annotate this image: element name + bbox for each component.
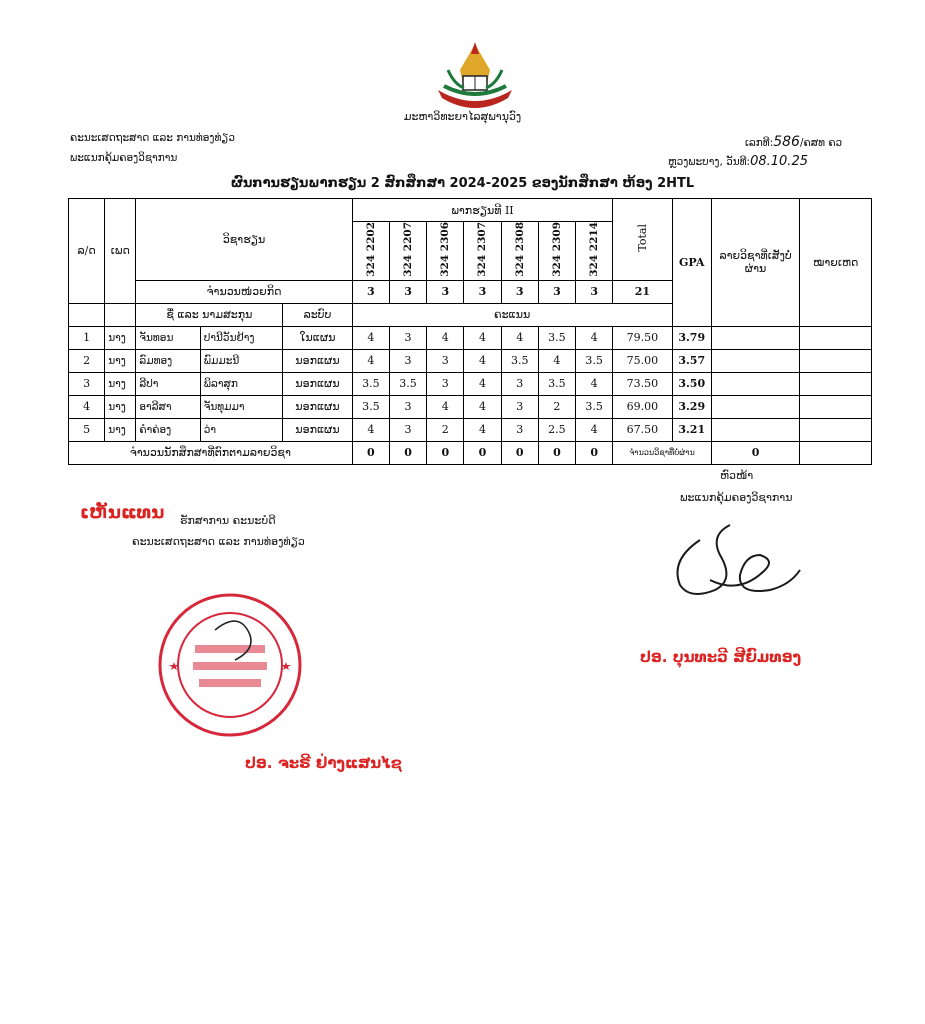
score: 4 xyxy=(427,395,464,418)
place-date-label: ຫຼວງພະບາງ, ວັນທີ: xyxy=(668,156,751,168)
course-code-cell xyxy=(464,222,501,281)
page-title: ຜົນການຮຽນພາກຮຽນ 2 ສົກສຶກສາ 2024-2025 ຂອງນັກສຶກສາ ຫ້ອງ 2HTL xyxy=(230,176,695,191)
score: 4 xyxy=(464,326,501,349)
summary-label: ຈຳນວນນັກສຶກສາທີ່ຕົກຕາມລາຍວິຊາ xyxy=(69,441,353,464)
score: 4 xyxy=(352,349,389,372)
dean-name: ປອ. ຈະຣີ ຢ່າງແສນໄຊ xyxy=(245,754,402,772)
course-code: 324 2309 xyxy=(550,222,563,277)
credits-label: ຈໍານວນໜ່ວຍກິດ xyxy=(136,280,352,303)
course-code: 324 2306 xyxy=(439,222,452,277)
row-no: 1 xyxy=(69,326,105,349)
summary-value: 0 xyxy=(427,441,464,464)
score: 3 xyxy=(427,349,464,372)
score-header: ຄະແນນ xyxy=(352,303,672,326)
credit-value: 3 xyxy=(464,280,501,303)
scheme: ນອກແຜນ xyxy=(283,395,352,418)
failed-subjects xyxy=(711,326,800,349)
remark xyxy=(800,326,872,349)
score: 3 xyxy=(501,418,538,441)
blank-cell xyxy=(105,303,136,326)
score: 3.5 xyxy=(352,395,389,418)
first-name: ລີປາ xyxy=(136,372,200,395)
summary-value: 0 xyxy=(501,441,538,464)
gpa: 3.57 xyxy=(672,349,711,372)
gpa: 3.50 xyxy=(672,372,711,395)
summary-row xyxy=(69,441,872,464)
department-name: ພະແນກຄຸ້ມຄອງວິຊາການ xyxy=(70,152,178,164)
summary-value: 0 xyxy=(576,441,613,464)
total: 73.50 xyxy=(613,372,672,395)
col-no-header: ລ/ດ xyxy=(69,199,105,304)
signature-icon xyxy=(660,510,810,610)
first-name: ອາລີສາ xyxy=(136,395,200,418)
score: 3 xyxy=(501,395,538,418)
remark xyxy=(800,349,872,372)
name-header: ຊື່ ແລະ ນາມສະກຸນ xyxy=(136,303,283,326)
last-name: ພິລາສຸກ xyxy=(200,372,283,395)
course-code-cell xyxy=(576,222,613,281)
course-code-cell xyxy=(501,222,538,281)
total: 69.00 xyxy=(613,395,672,418)
date-value: 08.10.25 xyxy=(750,154,808,169)
course-code-cell xyxy=(389,222,426,281)
course-code: 324 2202 xyxy=(364,222,377,277)
gender: ນາງ xyxy=(105,418,136,441)
col-subjects-header: ວິຊາຮຽນ xyxy=(136,199,352,281)
total: 67.50 xyxy=(613,418,672,441)
score: 4 xyxy=(576,372,613,395)
gender: ນາງ xyxy=(105,326,136,349)
failed-subjects xyxy=(711,395,800,418)
score: 4 xyxy=(576,418,613,441)
score: 3 xyxy=(389,418,426,441)
course-code-cell xyxy=(538,222,575,281)
credit-value: 3 xyxy=(538,280,575,303)
col-remark-header: ໝາຍເຫດ xyxy=(800,199,872,327)
gender: ນາງ xyxy=(105,372,136,395)
failed-subjects xyxy=(711,349,800,372)
gpa: 3.21 xyxy=(672,418,711,441)
summary-value: 0 xyxy=(464,441,501,464)
last-name: ຈັນທຸມມາ xyxy=(200,395,283,418)
doc-no-suffix: /ຄສທ ຄວ xyxy=(799,137,843,149)
credit-value: 3 xyxy=(352,280,389,303)
credit-value: 3 xyxy=(576,280,613,303)
scheme: ນອກແຜນ xyxy=(283,418,352,441)
last-name: ວ່າ xyxy=(200,418,283,441)
col-gender-header: ເພດ xyxy=(105,199,136,304)
table-row xyxy=(69,349,872,372)
failed-subjects xyxy=(711,418,800,441)
scheme-header: ລະບົບ xyxy=(283,303,352,326)
score: 3.5 xyxy=(501,349,538,372)
col-failed-header: ລາຍວິຊາທີ່ເສັງບໍ່ຜ່ານ xyxy=(711,199,800,327)
prepared-name: ປອ. ບຸນທະວີ ສີຍົມທອງ xyxy=(640,648,802,666)
course-code: 324 2308 xyxy=(513,222,526,277)
university-seal-icon xyxy=(430,40,520,112)
row-no: 2 xyxy=(69,349,105,372)
course-code: 324 2214 xyxy=(588,222,601,277)
blank-cell xyxy=(800,441,872,464)
table-row xyxy=(69,395,872,418)
grades-table xyxy=(68,198,872,465)
last-name: ພົມມະນີ xyxy=(200,349,283,372)
approve-label: ເຫັນແທນ xyxy=(80,502,165,523)
table-row xyxy=(69,418,872,441)
failed-count: 0 xyxy=(711,441,800,464)
doc-no-label: ເລກທີ: xyxy=(745,137,774,149)
faculty-name: ຄະນະເສດຖະສາດ ແລະ ການທ່ອງທ່ຽວ xyxy=(70,132,235,144)
remark xyxy=(800,418,872,441)
gpa: 3.29 xyxy=(672,395,711,418)
score: 4 xyxy=(464,372,501,395)
score: 4 xyxy=(576,326,613,349)
university-name: ມະຫາວິທະຍາໄລສຸພານຸວົງ xyxy=(403,110,522,123)
summary-value: 0 xyxy=(352,441,389,464)
remark xyxy=(800,395,872,418)
score: 4 xyxy=(464,395,501,418)
failed-subjects xyxy=(711,372,800,395)
score: 4 xyxy=(501,326,538,349)
course-code-cell xyxy=(352,222,389,281)
course-code: 324 2307 xyxy=(476,222,489,277)
score: 3.5 xyxy=(389,372,426,395)
score: 4 xyxy=(352,326,389,349)
summary-value: 0 xyxy=(389,441,426,464)
gender: ນາງ xyxy=(105,395,136,418)
col-total-header xyxy=(613,199,672,281)
semester-header: ພາກຮຽນທີ II xyxy=(352,199,613,222)
score: 4 xyxy=(464,349,501,372)
row-no: 3 xyxy=(69,372,105,395)
total-label: Total xyxy=(635,224,649,252)
score: 3 xyxy=(389,326,426,349)
failed-count-label: ຈຳນວນວິຊາທີ່ບໍ່ຜ່ານ xyxy=(613,441,712,464)
credit-value: 3 xyxy=(501,280,538,303)
course-code: 324 2207 xyxy=(402,222,415,277)
credit-value: 3 xyxy=(427,280,464,303)
gender: ນາງ xyxy=(105,349,136,372)
faculty-stamp-icon xyxy=(155,590,305,740)
approval-faculty: ຄະນະເສດຖະສາດ ແລະ ການທ່ອງທ່ຽວ xyxy=(132,535,305,548)
last-name: ປານີວັນຢ້າງ xyxy=(200,326,283,349)
document-number xyxy=(745,134,842,150)
gpa: 3.79 xyxy=(672,326,711,349)
remark xyxy=(800,372,872,395)
summary-value: 0 xyxy=(538,441,575,464)
col-gpa-header: GPA xyxy=(672,199,711,327)
score: 3 xyxy=(501,372,538,395)
score: 4 xyxy=(538,349,575,372)
total: 79.50 xyxy=(613,326,672,349)
score: 2.5 xyxy=(538,418,575,441)
score: 3.5 xyxy=(538,326,575,349)
score: 3 xyxy=(389,395,426,418)
credit-value: 3 xyxy=(389,280,426,303)
acting-dean-label: ຮັກສາການ ຄະນະບໍດີ xyxy=(180,514,276,527)
score: 4 xyxy=(352,418,389,441)
table-row xyxy=(69,372,872,395)
prepared-by-label: ຫົວໜ້າ xyxy=(720,469,754,482)
blank-cell xyxy=(69,303,105,326)
course-code-cell xyxy=(427,222,464,281)
score: 3 xyxy=(427,372,464,395)
credits-total: 21 xyxy=(613,280,672,303)
total: 75.00 xyxy=(613,349,672,372)
score: 4 xyxy=(464,418,501,441)
prepared-dept: ພະແນກຄຸ້ມຄອງວິຊາການ xyxy=(680,491,793,504)
score: 3.5 xyxy=(352,372,389,395)
score: 3.5 xyxy=(538,372,575,395)
scheme: ນອກແຜນ xyxy=(283,349,352,372)
score: 3.5 xyxy=(576,395,613,418)
table-row xyxy=(69,326,872,349)
row-no: 4 xyxy=(69,395,105,418)
score: 3 xyxy=(389,349,426,372)
score: 2 xyxy=(427,418,464,441)
first-name: ຄຳຄ່ອງ xyxy=(136,418,200,441)
score: 4 xyxy=(427,326,464,349)
place-date xyxy=(668,154,808,169)
row-no: 5 xyxy=(69,418,105,441)
first-name: ລົມທອງ xyxy=(136,349,200,372)
scheme: ນອກແຜນ xyxy=(283,372,352,395)
scheme: ໃນແຜນ xyxy=(283,326,352,349)
score: 2 xyxy=(538,395,575,418)
first-name: ຈັນທອນ xyxy=(136,326,200,349)
score: 3.5 xyxy=(576,349,613,372)
doc-no-value: 586 xyxy=(773,134,800,150)
